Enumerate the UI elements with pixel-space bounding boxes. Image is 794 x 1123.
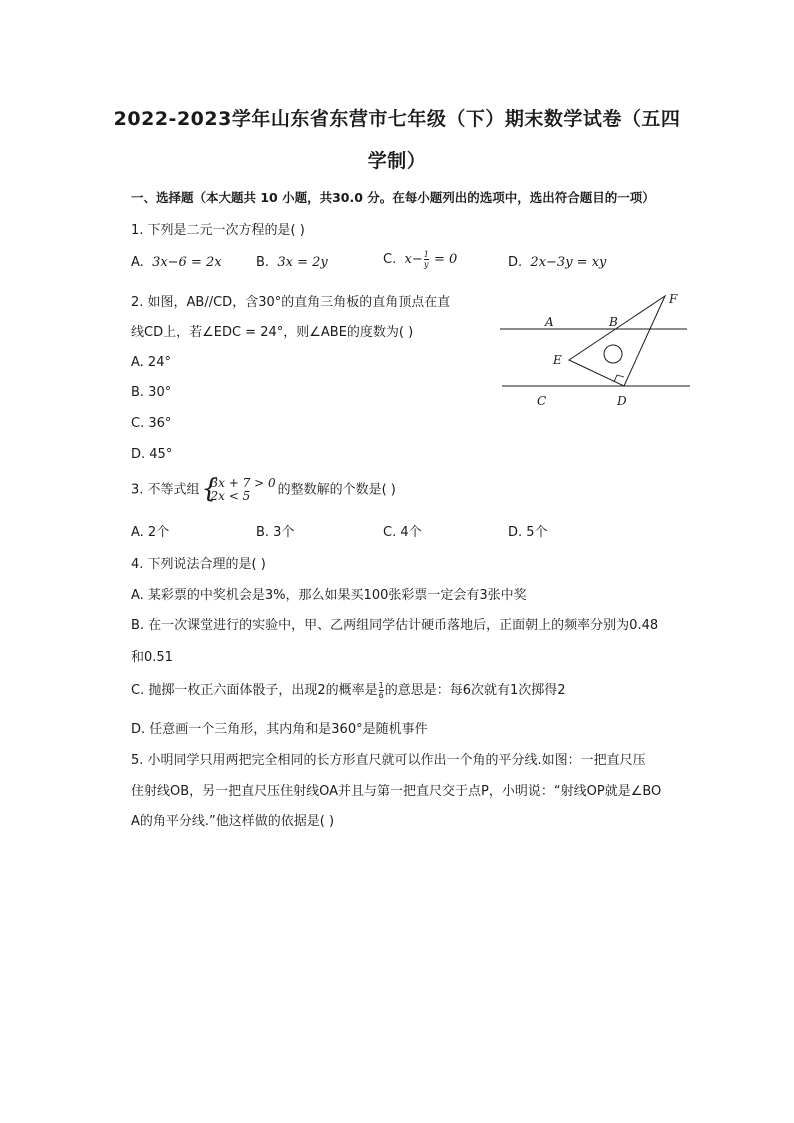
label-f: F — [669, 292, 678, 306]
q4-c-fraction: $\frac{1}{6}$ — [378, 681, 384, 700]
q3-option-c: C. 4个 — [383, 525, 422, 540]
q2-option-b: B. 30° — [131, 385, 172, 400]
q1-c-fraction: $\frac{1}{y}$ — [423, 250, 429, 269]
label-b: B — [609, 315, 618, 329]
exam-title-line2: 学制） — [367, 150, 427, 172]
section-heading: 一、选择题（本大题共 10 小题，共30.0 分。在每小题列出的选项中，选出符合题目的一项） — [131, 190, 655, 205]
triangle-plate — [569, 296, 665, 386]
q3-option-a: A. 2个 — [131, 525, 170, 540]
q3-option-b: B. 3个 — [256, 525, 295, 540]
q2-option-a: A. 24° — [131, 355, 171, 370]
q3-inequality-system: { 3x + 7 > 0 2x < 5 — [201, 474, 276, 504]
q2-figure — [495, 288, 695, 412]
q1-option-d: D. 2x−3y = xy — [508, 255, 607, 270]
label-d: D — [617, 394, 627, 408]
q1-stem: 1. 下列是二元一次方程的是( ) — [131, 223, 305, 238]
q4-option-c: C. 抛掷一枚正六面体骰子，出现2的概率是$\frac{1}{6}$ 的意思是：每6次就有1次掷得2 — [131, 681, 566, 700]
q1-option-b: B. 3x = 2y — [256, 255, 328, 270]
plate-hole — [604, 345, 622, 363]
q3-option-d: D. 5个 — [508, 525, 548, 540]
q1-option-c: C. $x-\frac{1}{y}$ = 0 — [383, 250, 458, 269]
label-a: A — [545, 315, 554, 329]
label-e: E — [553, 353, 562, 367]
q5-line3: A的角平分线.”他这样做的依据是( ) — [131, 814, 335, 829]
q4-option-a: A. 某彩票的中奖机会是3%，那么如果买100张彩票一定会有3张中奖 — [131, 588, 527, 603]
q5-line1: 5. 小明同学只用两把完全相同的长方形直尺就可以作出一个角的平分线.如图：一把直尺压 — [131, 753, 646, 768]
q2-stem-line2: 线CD上，若∠EDC = 24°，则∠ABE的度数为( ) — [131, 325, 414, 340]
q5-line2: 住射线OB，另一把直尺压住射线OA并且与第一把直尺交于点P，小明说：“射线OP就是∠BO — [131, 784, 662, 799]
q4-option-b-line1: B. 在一次课堂进行的实验中，甲、乙两组同学估计硬币落地后，正面朝上的频率分别为0.48 — [131, 618, 659, 633]
q4-option-b-line2: 和0.51 — [131, 650, 173, 665]
q2-stem-line1: 2. 如图，AB//CD，含30°的直角三角板的直角顶点在直 — [131, 295, 451, 310]
q2-option-d: D. 45° — [131, 447, 173, 462]
q3-stem: 3. 不等式组 { 3x + 7 > 0 2x < 5 的整数解的个数是( ) — [131, 474, 396, 504]
q2-option-c: C. 36° — [131, 416, 172, 431]
label-c: C — [537, 394, 547, 408]
q4-stem: 4. 下列说法合理的是( ) — [131, 557, 266, 572]
right-angle-mark — [614, 375, 624, 382]
q4-option-d: D. 任意画一个三角形，其内角和是360°是随机事件 — [131, 722, 428, 737]
q1-option-a: A. 3x−6 = 2x — [131, 255, 222, 270]
exam-title-line1: 2022-2023学年山东省东营市七年级（下）期末数学试卷（五四 — [113, 108, 681, 130]
